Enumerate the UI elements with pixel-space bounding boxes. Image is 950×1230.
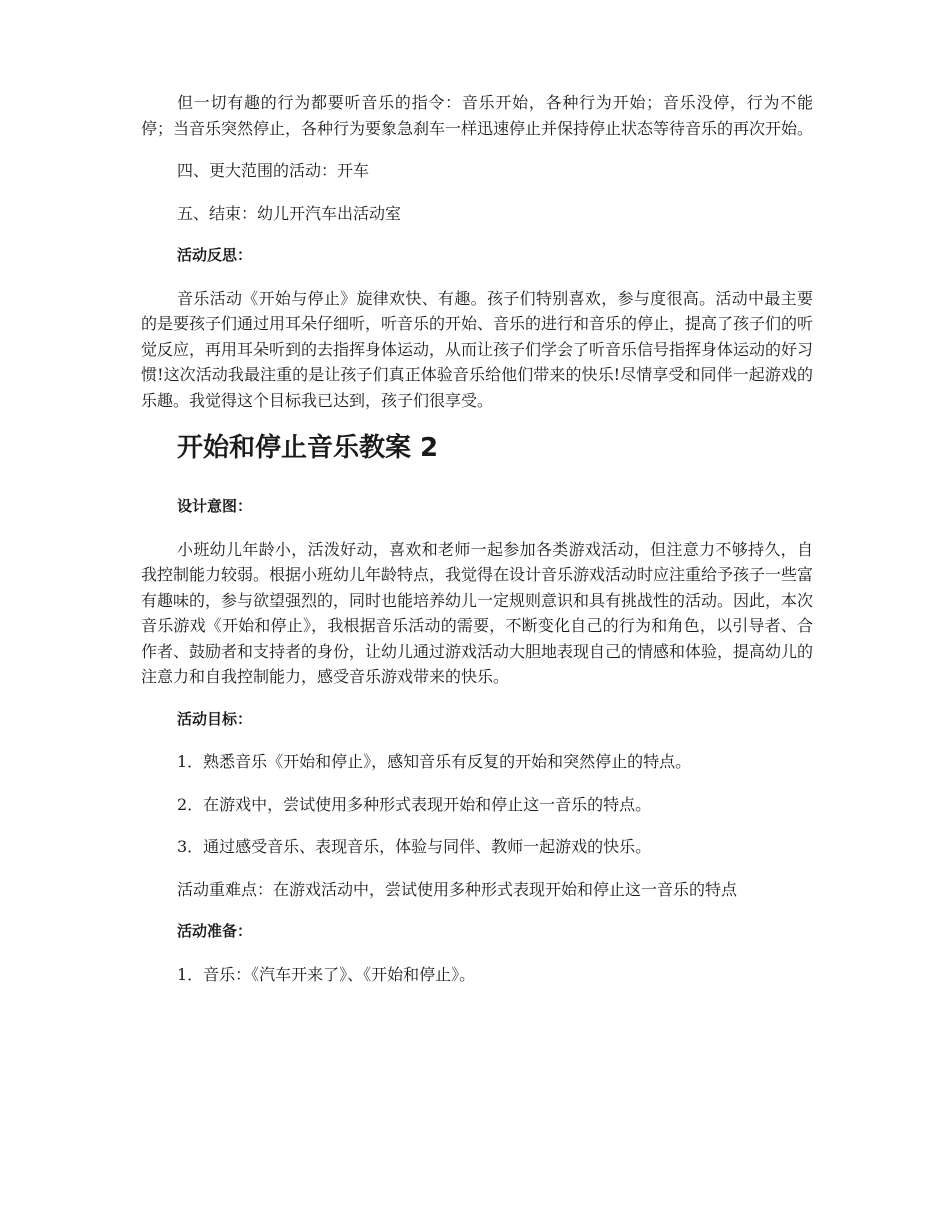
goal-item-2: 2．在游戏中，尝试使用多种形式表现开始和停止这一音乐的特点。 bbox=[177, 794, 652, 814]
heading-preparation: 活动准备： bbox=[177, 922, 253, 940]
document-page bbox=[141, 90, 813, 1004]
goal-item-1: 1．熟悉音乐《开始和停止》，感知音乐有反复的开始和突然停止的特点。 bbox=[177, 752, 692, 771]
preparation-item-1: 1．音乐：《汽车开来了》、《开始和停止》。 bbox=[177, 964, 476, 984]
step-five: 五、结束：幼儿开汽车出活动室 bbox=[177, 203, 402, 223]
heading-goals: 活动目标： bbox=[177, 709, 253, 728]
paragraph-reflection: 音乐活动《开始与停止》旋律欢快、有趣。孩子们特别喜欢，参与度很高。活动中最主要的是要孩子们通过用耳朵仔细听，听音乐的开始、音乐的进行和音乐的停止，提高了孩子们的听觉反应，再用耳朵听到的去指挥身体运动，从而让孩子们学会了听音乐信号指挥身体运动的好习惯!这次活动我最注重的是让孩子们真正体验音乐给他们带来的快乐!尽情享受和同伴一起游戏的乐趣。我觉得这个目标我已达到，孩子们很享受。 bbox=[141, 288, 814, 410]
section-title: 开始和停止音乐教案 2 bbox=[177, 433, 439, 463]
paragraph-design: 小班幼儿年龄小，活泼好动，喜欢和老师一起参加各类游戏活动，但注意力不够持久，自我控制能力较弱。根据小班幼儿年龄特点，我觉得在设计音乐游戏活动时应注重给予孩子一些富有趣味的，参与欲望强烈的，同时也能培养幼儿一定规则意识和具有挑战性的活动。因此，本次音乐游戏《开始和停止》，我根据音乐活动的需要，不断变化自己的行为和角色，以引导者、合作者、鼓励者和支持者的身份，让幼儿通过游戏活动大胆地表现自己的情感和体验，提高幼儿的注意力和自我控制能力，感受音乐游戏带来的快乐。 bbox=[141, 539, 814, 686]
paragraph-key-points: 活动重难点：在游戏活动中，尝试使用多种形式表现开始和停止这一音乐的特点 bbox=[177, 879, 738, 899]
goal-item-3: 3．通过感受音乐、表现音乐，体验与同伴、教师一起游戏的快乐。 bbox=[177, 837, 652, 856]
step-four: 四、更大范围的活动：开车 bbox=[177, 161, 370, 180]
heading-reflection: 活动反思： bbox=[177, 246, 253, 264]
heading-design: 设计意图： bbox=[177, 497, 253, 515]
paragraph-rule: 但一切有趣的行为都要听音乐的指令：音乐开始，各种行为开始；音乐没停，行为不能停；当音乐突然停止，各种行为要象急刹车一样迅速停止并保持停止状态等待音乐的再次开始。 bbox=[141, 93, 814, 138]
